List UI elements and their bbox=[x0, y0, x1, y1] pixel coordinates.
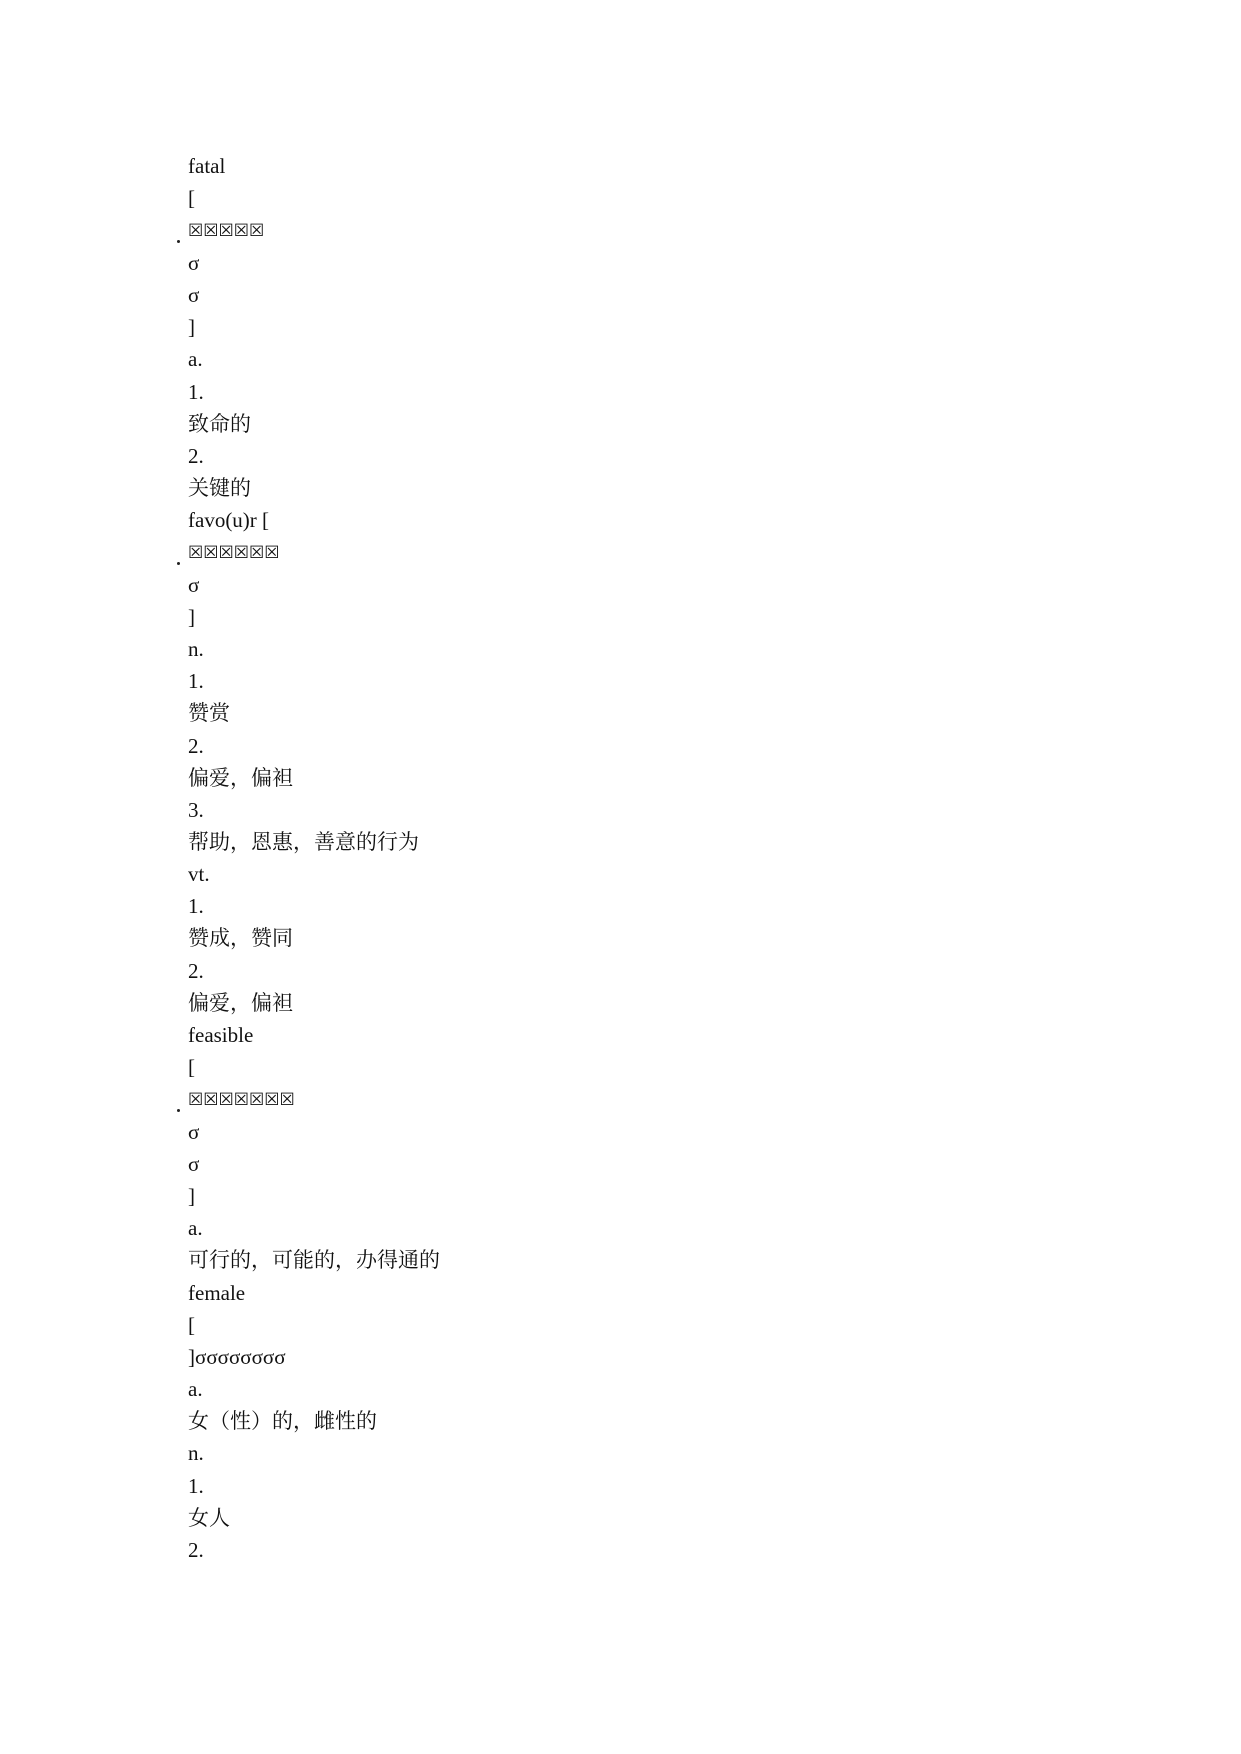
text-line: 女人 bbox=[188, 1506, 230, 1530]
text-line: 赞赏 bbox=[188, 701, 230, 725]
text-line: a. bbox=[188, 347, 203, 371]
text-line: 偏爱，偏袒 bbox=[188, 766, 293, 790]
text-line: feasible bbox=[188, 1023, 254, 1047]
text-line: 赞成，赞同 bbox=[188, 926, 293, 950]
text-line: 1. bbox=[188, 1474, 204, 1498]
text-line: [ bbox=[188, 1055, 195, 1079]
text-line: n. bbox=[188, 637, 204, 661]
text-line: [ bbox=[188, 1313, 195, 1337]
text-line: ] bbox=[188, 605, 195, 629]
bullet-dot bbox=[177, 240, 180, 243]
text-line: 关键的 bbox=[188, 476, 251, 500]
text-line: 1. bbox=[188, 669, 204, 693]
text-line: ] bbox=[188, 1184, 195, 1208]
text-line: σ bbox=[188, 1120, 200, 1144]
text-line: 3. bbox=[188, 798, 204, 822]
text-line: fatal bbox=[188, 154, 226, 178]
text-line: 女（性）的，雌性的 bbox=[188, 1409, 377, 1433]
text-line: σ bbox=[188, 283, 200, 307]
text-line: n. bbox=[188, 1441, 204, 1465]
text-line: 可行的，可能的，办得通的 bbox=[188, 1248, 440, 1272]
text-line: female bbox=[188, 1281, 246, 1305]
text-line: ☒☒☒☒☒ bbox=[188, 221, 265, 240]
text-line: vt. bbox=[188, 862, 210, 886]
text-line: 2. bbox=[188, 1538, 204, 1562]
text-line: ☒☒☒☒☒☒ bbox=[188, 543, 280, 562]
text-line: 2. bbox=[188, 444, 204, 468]
text-line: 1. bbox=[188, 380, 204, 404]
text-line: σ bbox=[188, 573, 200, 597]
text-line: 帮助，恩惠，善意的行为 bbox=[188, 830, 419, 854]
text-line: ] bbox=[188, 315, 195, 339]
text-line: 2. bbox=[188, 959, 204, 983]
text-line: σ bbox=[188, 1152, 200, 1176]
text-line: a. bbox=[188, 1216, 203, 1240]
text-line: ]σσσσσσσσ bbox=[188, 1345, 286, 1369]
text-line: favo(u)r [ bbox=[188, 508, 270, 532]
text-line: 2. bbox=[188, 734, 204, 758]
text-line: 致命的 bbox=[188, 412, 251, 436]
bullet-dot bbox=[177, 562, 180, 565]
text-line: 1. bbox=[188, 894, 204, 918]
bullet-dot bbox=[177, 1109, 180, 1112]
text-line: [ bbox=[188, 186, 195, 210]
text-line: ☒☒☒☒☒☒☒ bbox=[188, 1090, 295, 1109]
text-line: a. bbox=[188, 1377, 203, 1401]
text-line: 偏爱，偏袒 bbox=[188, 991, 293, 1015]
text-line: σ bbox=[188, 251, 200, 275]
